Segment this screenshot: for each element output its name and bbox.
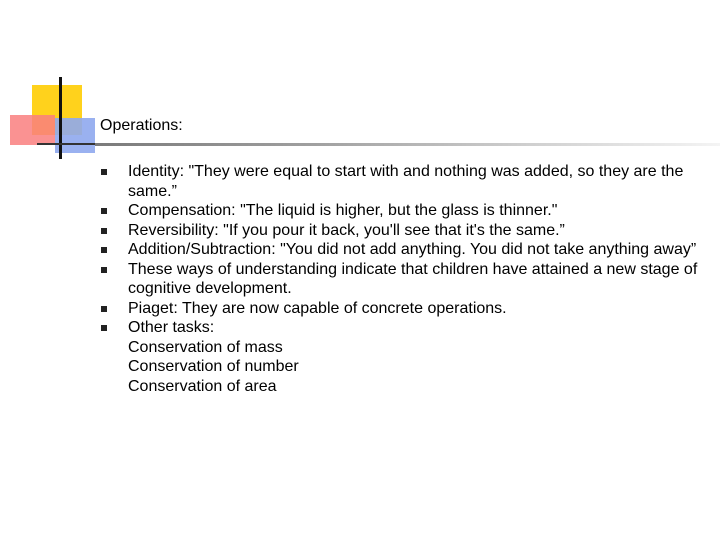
bullet-text: Other tasks: [128, 319, 215, 336]
sub-item: Conservation of number [128, 358, 299, 375]
title-underline [95, 143, 720, 146]
sub-item: Conservation of area [128, 377, 277, 395]
bullet-square-icon [101, 325, 107, 331]
bullet-text: Addition/Subtraction: "You did not add anything. You did not take anything away” [128, 241, 697, 258]
bullet-list [100, 162, 710, 396]
decor-horizontal-line-dark [37, 143, 100, 145]
slide-title: Operations: [100, 117, 183, 134]
list-item [100, 299, 710, 319]
bullet-square-icon [101, 228, 107, 234]
bullet-text: Identity: "They were equal to start with and nothing was added, so they are the same.” [128, 163, 684, 200]
list-item [100, 240, 710, 260]
list-item [100, 260, 710, 299]
bullet-square-icon [101, 306, 107, 312]
bullet-square-icon [101, 169, 107, 175]
list-item [100, 162, 710, 201]
bullet-text: Reversibility: "If you pour it back, you'll see that it's the same.” [128, 221, 565, 239]
decor-vertical-line [59, 77, 62, 159]
bullet-square-icon [101, 267, 107, 273]
list-item [100, 318, 710, 396]
bullet-square-icon [101, 247, 107, 253]
list-item [100, 221, 710, 241]
bullet-text: Piaget: They are now capable of concrete operations. [128, 299, 507, 317]
bullet-square-icon [101, 208, 107, 214]
list-item [100, 201, 710, 221]
sub-item: Conservation of mass [128, 338, 283, 356]
bullet-text: Compensation: "The liquid is higher, but the glass is thinner." [128, 202, 558, 219]
bullet-text: These ways of understanding indicate that children have attained a new stage of cognitive development. [128, 260, 698, 297]
decor-red-rectangle [10, 115, 55, 145]
